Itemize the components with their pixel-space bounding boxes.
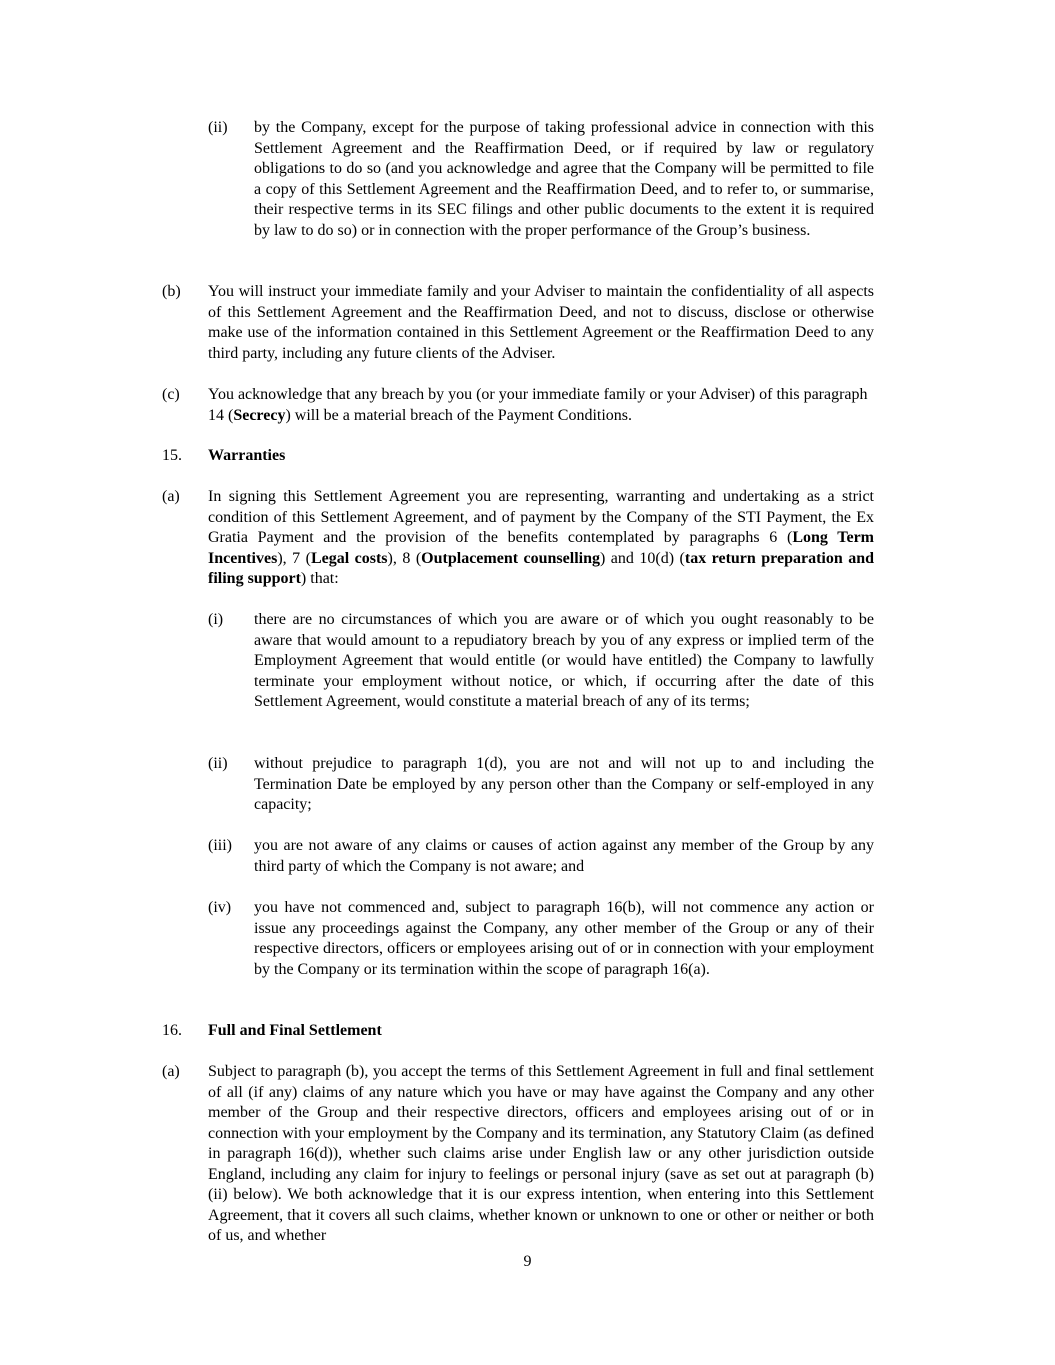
clause-15-a-iii-label: (iii) bbox=[208, 837, 232, 854]
secrecy-bold: Secrecy bbox=[233, 406, 286, 424]
clause-14-b-text: You will instruct your immediate family and your Adviser to maintain the confidentiality of all aspects of this Settlement Agreement and the Reaffirmation Deed, and not to discuss, disclose or otherwise make use of the information contained in this Settlement Agreement or the Reaffirmation Deed to any third party, including any future clients of the Adviser. bbox=[208, 283, 874, 362]
clause-15-a-iv-text: you have not commenced and, subject to paragraph 16(b), will not commence any action or issue any proceedings against the Company, any other member of the Group or any of their respective directors, officers or employees arising out of or in connection with your employment by the Company or its termination within the scope of paragraph 16(a). bbox=[254, 899, 874, 978]
clause-14-c-label: (c) bbox=[162, 386, 180, 403]
clause-15-a-iv-label: (iv) bbox=[208, 899, 232, 916]
clause-14-a-ii-label: (ii) bbox=[208, 119, 228, 136]
clause-15-a-i-label: (i) bbox=[208, 611, 224, 628]
clause-14-c-text: You acknowledge that any breach by you (or your immediate family or your Adviser) of this paragraph 14 (Secrecy) will be a material breach of the Payment Conditions. bbox=[208, 386, 868, 424]
clause-14-a-ii-text: by the Company, except for the purpose of taking professional advice in connection with this Settlement Agreement and the Reaffirmation Deed, or if required by law or regulatory obligations to do so (and you acknowledge and agree that the Company will be permitted to file a copy of this Settlement Agreement and the Reaffirmation Deed, and to refer to, or summarise, their respective terms in its SEC filings and other public documents to the extent it is required by law to do so) or in connection with the proper performance of the Group’s business. bbox=[254, 119, 874, 239]
clause-15-a-ii-text: without prejudice to paragraph 1(d), you are not and will not up to and including the Termination Date be employed by any person other than the Company or self-employed in any capacity; bbox=[254, 755, 874, 813]
clause-16-number: 16. bbox=[162, 1022, 182, 1039]
clause-14-b-label: (b) bbox=[162, 283, 181, 300]
clause-15-a-label: (a) bbox=[162, 488, 180, 505]
page-number: 9 bbox=[523, 1253, 532, 1270]
clause-15-a-i-text: there are no circumstances of which you are aware or of which you ought reasonably to be aware that would amount to a repudiatory breach by you of any express or implied term of the Employment Agreement that would entitle (or would have entitled) the Company to lawfully terminate your employment without notice, or which, if occurring after the date of this Settlement Agreement, would constitute a material breach of any of its terms; bbox=[254, 611, 874, 710]
clause-16-heading: Full and Final Settlement bbox=[208, 1022, 382, 1039]
clause-15-number: 15. bbox=[162, 447, 182, 464]
clause-15-a-ii-label: (ii) bbox=[208, 755, 228, 772]
clause-16-a-text: Subject to paragraph (b), you accept the terms of this Settlement Agreement in full and final settlement of all (if any) claims of any nature which you have or may have against the Company and any other member of the Group and their respective directors, officers and employees arising out of or in connection with your employment by the Company and its termination, any Statutory Claim (as defined in paragraph 16(d)), whether such claims arise under English law or any other jurisdiction outside England, including any claim for injury to feelings or personal injury (save as set out at paragraph (b)(ii) below). We both acknowledge that it is our express intention, when entering into this Settlement Agreement, that it covers all such claims, whether known or unknown to one or other or neither or both of us, and whether bbox=[208, 1063, 874, 1244]
clause-16-a-label: (a) bbox=[162, 1063, 180, 1080]
clause-15-heading: Warranties bbox=[208, 447, 286, 464]
clause-15-a-iii-text: you are not aware of any claims or causes of action against any member of the Group by any third party of which the Company is not aware; and bbox=[254, 837, 874, 875]
clause-15-a-text: In signing this Settlement Agreement you are representing, warranting and undertaking as a strict condition of this Settlement Agreement, and of payment by the Company of the STI Payment, the Ex Gratia Payment and the provision of the benefits contemplated by paragraphs 6 (Long Term Incentives), 7 (Legal costs), 8 (Outplacement counselling) and 10(d) (tax return preparation and filing support) that: bbox=[208, 488, 875, 587]
